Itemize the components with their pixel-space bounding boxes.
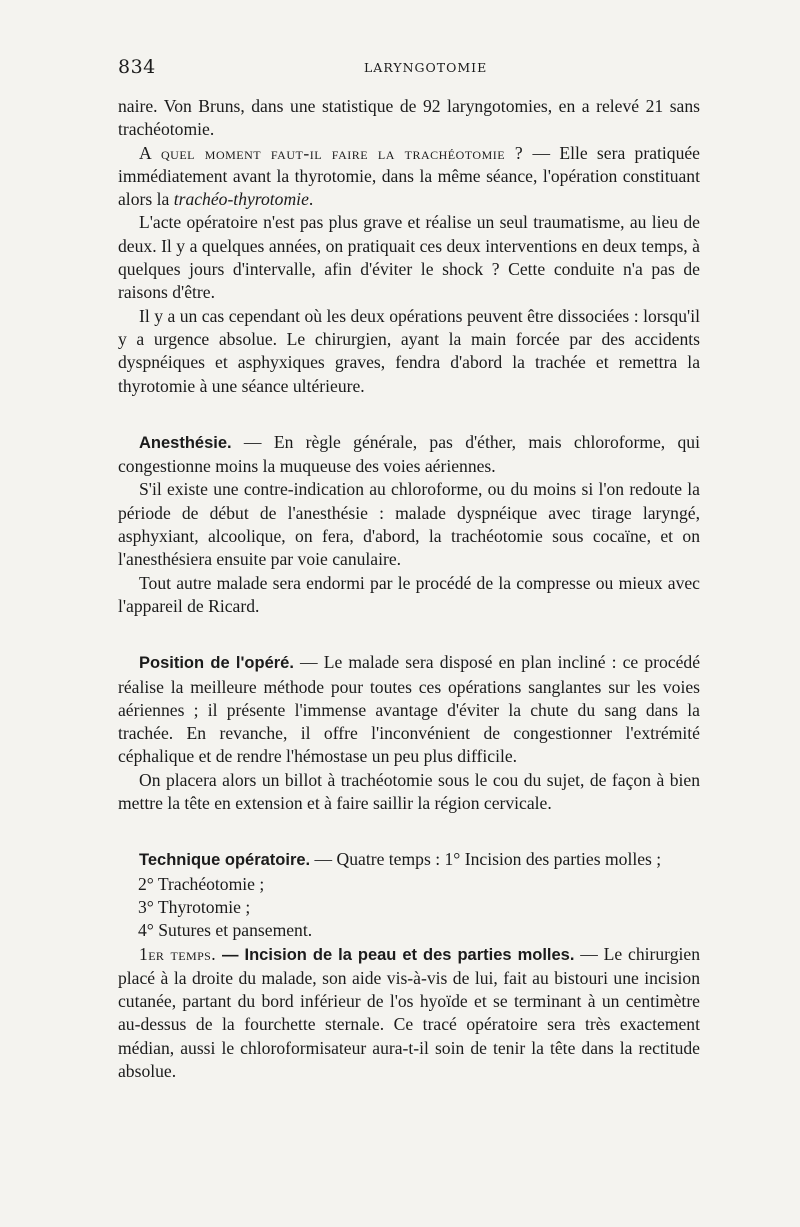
section-technique <box>118 848 700 872</box>
body-text <box>118 95 700 1083</box>
section-position <box>118 651 700 768</box>
step-label: 1er temps. <box>139 943 217 964</box>
step-title: — Incision de la peau et des parties molles. <box>216 945 575 964</box>
page-header <box>118 56 700 80</box>
paragraph-text: — Elle sera pratiquée immédiatement avant la thyrotomie, dans la même séance, l'opération constituant alors la <box>118 142 700 210</box>
list-item-thyrotomie: 3° Thyrotomie ; <box>138 896 251 917</box>
paragraph-lead-smallcaps: A quel moment faut-il faire la trachéotomie ? <box>139 142 524 163</box>
list-item-sutures: 4° Sutures et pansement. <box>138 920 313 941</box>
section-anesthesie <box>118 431 700 479</box>
paragraph-continuation: naire. Von Bruns, dans une statistique de 92 laryngotomies, en a relevé 21 sans trachéotomie. <box>118 96 700 140</box>
paragraph-end: . <box>308 189 314 210</box>
page-number: 834 <box>118 56 156 78</box>
paragraph-when-tracheotomy <box>118 142 700 212</box>
paragraph-text: — Le chirurgien placé à la droite du malade, son aide vis-à-vis de lui, fait au bistouri une incision cutanée, partant du bord inférieur de l'os hyoïde et se terminant à un centimètre au-dessus de la fourchette sternale. Ce tracé opératoire sera très exactement médian, aussi le chloroformisateur aura-t-il soin de tenir la tête dans la rectitude absolue. <box>118 943 701 1081</box>
paragraph-text: — En règle générale, pas d'éther, mais chloroforme, qui congestionne moins la muqueuse des voies aériennes. <box>118 431 700 477</box>
section-heading-anesthesie: Anesthésie. <box>139 433 232 452</box>
section-heading-position: Position de l'opéré. <box>139 654 294 673</box>
paragraph-text: — Le malade sera disposé en plan incliné : ce procédé réalise la meilleure méthode pour toutes ces opérations sanglantes sur les voies aériennes ; il présente l'immense avantage d'éviter la chute du sang dans la trachée. En revanche, il offre l'inconvénient de congestionner l'extrémité céphalique et de rendre l'hémostase un peu plus difficile. <box>118 652 701 767</box>
paragraph-single-trauma: L'acte opératoire n'est pas plus grave et réalise un seul traumatisme, au lieu de deux. Il y a quelques années, on pratiquait ces deux interventions en deux temps, à quelques jours d'intervalle, afin d'éviter le shock ? Cette conduite n'a pas de raisons d'être. <box>118 212 700 303</box>
paragraph-compresse: Tout autre malade sera endormi par le procédé de la compresse ou mieux avec l'appareil de Ricard. <box>118 572 700 616</box>
section-heading-technique: Technique opératoire. <box>139 851 311 870</box>
paragraph-billot: On placera alors un billot à trachéotomie sous le cou du sujet, de façon à bien mettre la tête en extension et à faire saillir la région cervicale. <box>118 769 700 814</box>
paragraph-text: — Quatre temps : 1° Incision des parties molles ; <box>310 849 662 870</box>
italic-term: trachéo-thyrotomie <box>173 189 309 210</box>
list-item-tracheotomie: 2° Trachéotomie ; <box>138 873 265 894</box>
paragraph-contre-indication: S'il existe une contre-indication au chloroforme, ou du moins si l'on redoute la période de début de l'anesthésie : malade dyspnéique avec tirage laryngé, asphyxiant, alcoolique, on fera, d'abord, la trachéotomie sous cocaïne, et on l'anesthésiera ensuite par voie canulaire. <box>118 479 700 570</box>
paragraph-premier-temps <box>118 943 700 1084</box>
paragraph-urgency: Il y a un cas cependant où les deux opérations peuvent être dissociées : lorsqu'il y a urgence absolue. Le chirurgien, ayant la main forcée par des accidents dyspnéiques et asphyxiques graves, fendra d'abord la trachée et remettra la thyrotomie à une séance ultérieure. <box>118 305 700 396</box>
running-title: LARYNGOTOMIE <box>364 60 488 75</box>
